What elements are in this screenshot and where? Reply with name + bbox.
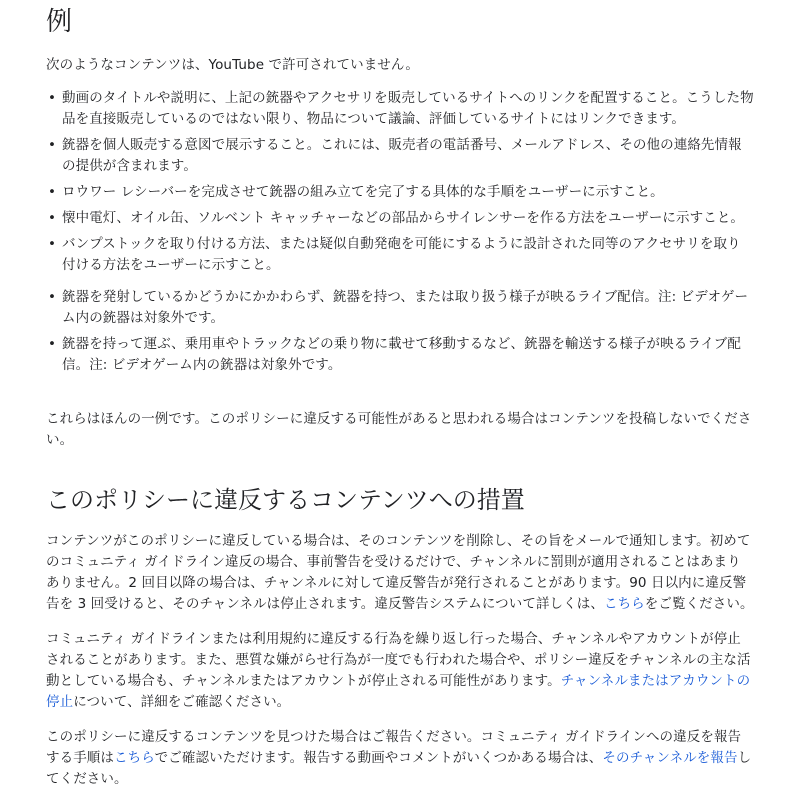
list-item: • 銃器を個人販売する意図で展示すること。これには、販売者の電話番号、メールアドレス、その他の連絡先情報の提供が含まれます。 (46, 135, 754, 177)
paragraph-text: について、詳細をご確認ください。 (73, 694, 291, 710)
examples-list (46, 88, 754, 276)
examples-closing: これらはほんの一例です。このポリシーに違反する可能性があると思われる場合はコンテンツを投稿しないでください。 (46, 411, 752, 448)
list-item: • 銃器を持って運ぶ、乗用車やトラックなどの乗り物に載せて移動するなど、銃器を輸送する様子が映るライブ配信。注: ビデオゲーム内の銃器は対象外です。 (46, 334, 754, 376)
list-item: • ロウワー レシーバーを完成させて銃器の組み立てを完了する具体的な手順をユーザーに示すこと。 (46, 182, 754, 203)
list-item: • 銃器を発射しているかどうかにかかわらず、銃器を持つ、または取り扱う様子が映るライブ配信。注: ビデオゲーム内の銃器は対象外です。 (46, 287, 754, 329)
list-item: • 動画のタイトルや説明に、上記の銃器やアクセサリを販売しているサイトへのリンクを配置すること。こうした物品を直接販売しているのではない限り、物品について議論、評価しているサイトにはリンクできます。 (46, 88, 754, 130)
paragraph-text: コミュニティ ガイドラインまたは利用規約に違反する行為を繰り返し行った場合、チャンネルやアカウントが停止されることがあります。また、悪質な嫌がらせ行為が一度でも行われた場合や、ポリシー違反をチャンネルの主な活動としている場合も、チャンネルまたはアカウントが停止される可能性があります。 (46, 631, 751, 689)
paragraph-text: このポリシーに違反するコンテンツを見つけた場合はご報告ください。コミュニティ ガイドラインへの違反を報告する手順は (46, 729, 742, 766)
list-item: • 懐中電灯、オイル缶、ソルベント キャッチャーなどの部品からサイレンサーを作る方法をユーザーに示すこと。 (46, 208, 754, 229)
examples-heading: 例 (46, 7, 73, 37)
paragraph-text: してください。 (46, 750, 752, 787)
examples-intro: 次のようなコンテンツは、YouTube で許可されていません。 (46, 57, 419, 73)
termination-info-link[interactable]: チャンネルまたはアカウントの停止 (46, 673, 751, 710)
action-paragraph-report (46, 727, 754, 790)
report-steps-link[interactable]: こちら (114, 750, 155, 766)
paragraph-text: コンテンツがこのポリシーに違反している場合は、そのコンテンツを削除し、その旨をメールで通知します。初めてのコミュニティ ガイドライン違反の場合、事前警告を受けるだけで、チャンネルに罰則が適用されることはあまりありません。2 回目以降の場合は、チャンネルに対して違反警告が発行されることがあります。90 日以内に違反警告を 3 回受けると、そのチャンネルは停止されます。違反警告システムについて詳しくは、 (46, 533, 751, 612)
action-heading: このポリシーに違反するコンテンツへの措置 (46, 486, 525, 514)
paragraph-text: でご確認いただけます。報告する動画やコメントがいくつかある場合は、 (154, 750, 603, 766)
paragraph-text: をご覧ください。 (644, 596, 754, 612)
livestream-examples-list (46, 287, 754, 376)
action-paragraph-strikes (46, 531, 754, 615)
strikes-info-link[interactable]: こちら (603, 596, 645, 612)
list-item: • バンプストックを取り付ける方法、または疑似自動発砲を可能にするように設計された同等のアクセサリを取り付ける方法をユーザーに示すこと。 (46, 234, 754, 276)
report-channel-link[interactable]: そのチャンネルを報告 (602, 750, 738, 766)
action-paragraph-termination (46, 629, 754, 713)
